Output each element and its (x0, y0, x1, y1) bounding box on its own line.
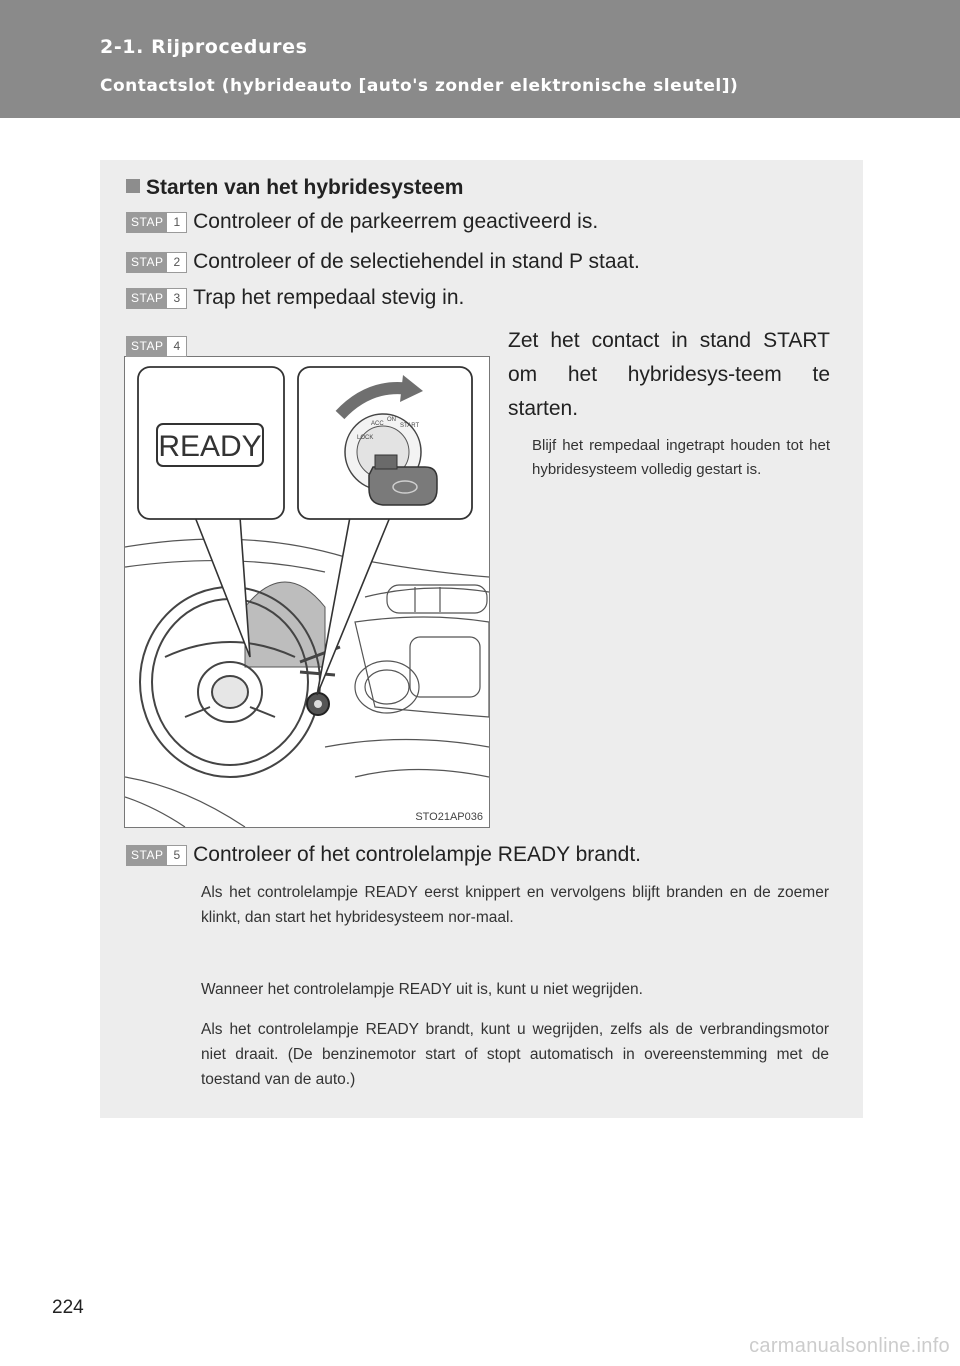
step-badge: STAP 1 (126, 212, 187, 233)
ignition-illustration (124, 356, 490, 828)
dashboard-drawing (125, 357, 489, 827)
key-pos-on: ON (387, 417, 396, 423)
step-5 (126, 843, 641, 867)
page-header (0, 0, 960, 118)
chapter-title: Contactslot (hybrideauto [auto's zonder elektronische sleutel]) (100, 76, 739, 96)
step-badge: STAP 3 (126, 288, 187, 309)
paragraph-ready-blink: Als het controlelampje READY eerst knippert en vervolgens blijft branden en de zoemer klinkt, dan start het hybridesysteem nor-maal. (201, 884, 829, 926)
step-2 (126, 250, 640, 274)
key-pos-start: START (400, 423, 420, 429)
key-pos-lock: LOCK (357, 435, 374, 441)
step-text: Controleer of het controlelampje READY brandt. (193, 843, 641, 866)
ready-label: READY (158, 430, 262, 463)
step-text: Controleer of de selectiehendel in stand P staat. (193, 250, 640, 273)
page-number: 224 (52, 1297, 84, 1318)
step-4-badge: STAP 4 (126, 336, 187, 357)
section-title: Starten van het hybridesysteem (126, 176, 463, 200)
step-text: Controleer of de parkeerrem geactiveerd is. (193, 210, 599, 233)
figure-code: STO21AP036 (415, 811, 483, 823)
section-heading: 2-1. Rijprocedures (100, 36, 308, 58)
step-4-text: Zet het contact in stand START om het hybridesys-teem te starten. (508, 329, 830, 420)
step-badge: STAP 5 (126, 845, 187, 866)
paragraph-ready-off: Wanneer het controlelampje READY uit is, kunt u niet wegrijden. (201, 981, 643, 998)
key-pos-acc: ACC (371, 421, 384, 427)
step-4-note: Blijf het rempedaal ingetrapt houden tot het hybridesysteem volledig gestart is. (532, 437, 830, 478)
paragraph-ready-on: Als het controlelampje READY brandt, kunt u wegrijden, zelfs als de verbrandingsmotor niet draait. (De benzinemotor start of stopt automatisch in overeenstemming met de toestand van de auto.) (201, 1021, 829, 1088)
step-badge: STAP 2 (126, 252, 187, 273)
step-text: Trap het rempedaal stevig in. (193, 286, 465, 309)
square-bullet-icon (126, 179, 140, 193)
step-3 (126, 286, 464, 310)
watermark: carmanualsonline.info (749, 1335, 950, 1357)
step-1 (126, 210, 598, 234)
